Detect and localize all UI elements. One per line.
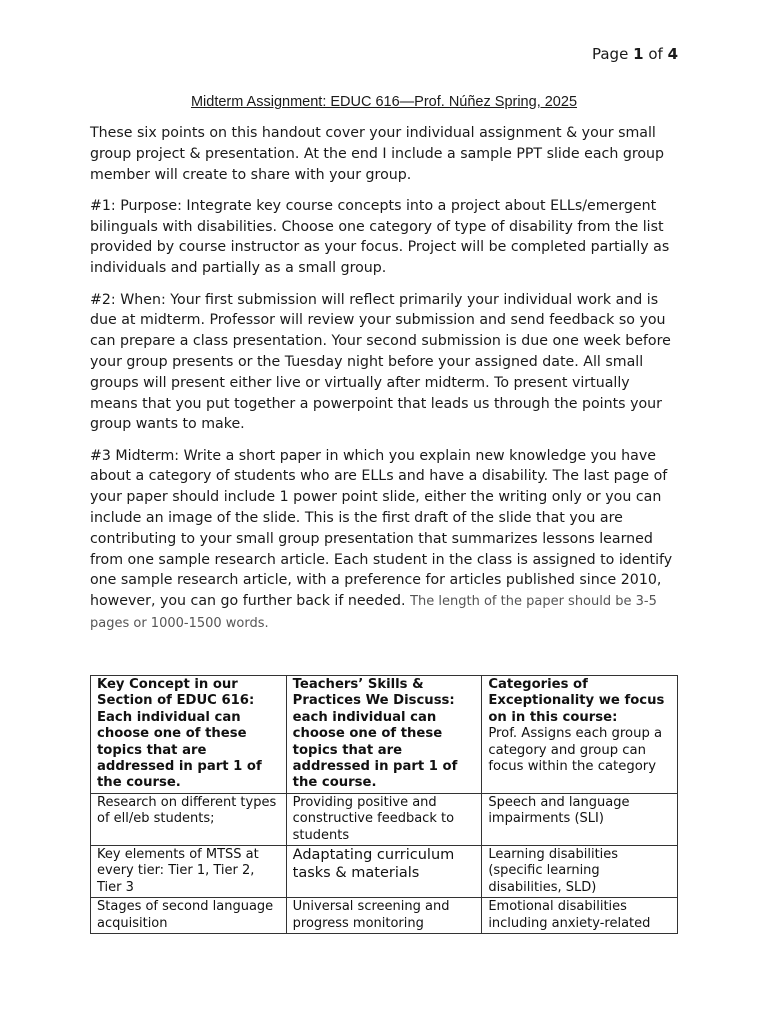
header-categories-note: Prof. Assigns each group a category and group can focus within the category [488,726,663,775]
table-header-cell [286,676,482,794]
table-cell: Emotional disabilities including anxiety-related [482,898,678,934]
table-cell: Research on different types of ell/eb students; [91,793,287,845]
document-title: Midterm Assignment: EDUC 616—Prof. Núñez Spring, 2025 [190,94,578,110]
paragraph-purpose: #1: Purpose: Integrate key course concepts into a project about ELLs/emergent bilinguals with disabilities. Choose one category of type of disability from the list provided by course instructor as your focus. Project will be completed partially as individuals and partially as a small group. [90,197,670,277]
table-header-row [91,676,678,794]
table-row [91,898,678,934]
topics-table [90,675,678,934]
table-cell: Key elements of MTSS at every tier: Tier 1, Tier 2, Tier 3 [91,846,287,898]
header-key-concept: Key Concept in our Section of EDUC 616: Each individual can choose one of these topics that are addressed in part 1 of the course. [97,677,262,791]
page-of: of [648,45,663,63]
page-current: 1 [633,45,644,63]
header-teacher-skills: Teachers’ Skills & Practices We Discuss: each individual can choose one of these topics that are addressed in part 1 of the course. [292,677,458,791]
table-row [91,846,678,898]
table-cell: Learning disabilities (specific learning disabilities, SLD) [482,846,678,898]
table-header-cell [482,676,678,794]
paragraph-length-note: The length of the paper should be 3-5 pages or 1000-1500 words. [90,594,657,632]
page-total: 4 [667,45,678,63]
paragraph-midterm [90,446,680,635]
header-categories: Categories of Exceptionality we focus on in this course: [488,677,665,725]
paragraph-when: #2: When: Your first submission will reflect primarily your individual work and is due at midterm. Professor will review your submission and send feedback so you can prepare a class presentation. Your second submission is due one week before your group presents or the Tuesday night before your assigned date. All small groups will present either live or virtually after midterm. To present virtually means that you put together a powerpoint that leads us through the points your group wants to make. [90,291,671,433]
table-header-cell [91,676,287,794]
paragraph-intro: These six points on this handout cover your individual assignment & your small group project & presentation. At the end I include a sample PPT slide each group member will create to share with your group. [90,125,665,183]
table-cell: Speech and language impairments (SLI) [482,793,678,845]
document-body [90,123,680,645]
table-cell: Adaptating curriculum tasks & materials [286,846,482,898]
page-number [592,45,678,63]
page-prefix: Page [591,45,629,63]
table-cell: Universal screening and progress monitoring [286,898,482,934]
table-cell: Providing positive and constructive feedback to students [286,793,482,845]
paragraph-midterm-text: #3 Midterm: Write a short paper in which you explain new knowledge you have about a category of students who are ELLs and have a disability. The last page of your paper should include 1 power point slide, either the writing only or you can include an image of the slide. This is the first draft of the slide that you are contributing to your small group presentation that summarizes lessons learned from one sample research article. Each student in the class is assigned to identify one sample research article, with a preference for articles published since 2010, however, you can go further back if needed. [90,447,673,610]
table-cell: Stages of second language acquisition [91,898,287,934]
table-row [91,793,678,845]
